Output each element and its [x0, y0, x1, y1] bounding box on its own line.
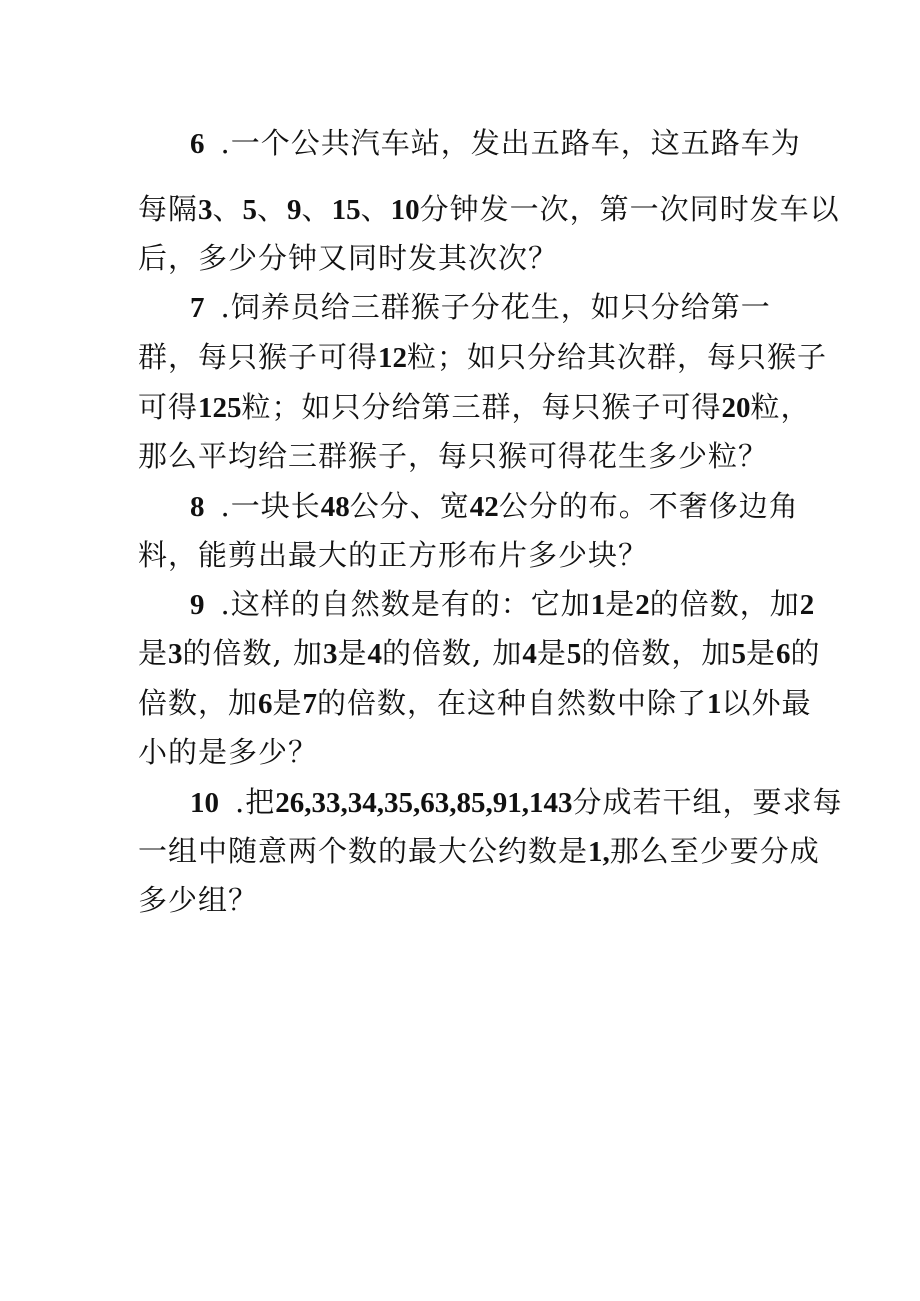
text-segment: 、 — [360, 192, 391, 226]
text-segment: 一组中随意两个数的最大公约数是 — [138, 834, 589, 868]
number-text: 3 — [322, 638, 338, 670]
number-text: 6 — [775, 638, 791, 670]
text-segment: 是 — [536, 636, 567, 670]
text-segment: .饲养员给三群猴子分花生，如只分给第一 — [220, 290, 771, 324]
problem-line — [138, 438, 768, 474]
text-segment: 公分的布。不奢侈边角 — [498, 489, 799, 523]
number-text: 6 — [258, 688, 273, 720]
text-segment: 公分、宽 — [349, 489, 470, 523]
problem-number: 10 — [190, 787, 219, 819]
problem-line — [138, 240, 558, 276]
problem-line — [190, 784, 842, 821]
text-segment: 是 — [337, 636, 368, 670]
text-segment: 倍数，加 — [138, 686, 259, 720]
problem-number: 9 — [190, 589, 205, 621]
number-text: 3 — [168, 638, 183, 670]
number-text: 7 — [302, 688, 318, 720]
problem-line — [138, 833, 820, 870]
text-segment: .一块长 — [220, 489, 321, 523]
text-segment: 以外最 — [721, 686, 812, 720]
number-text: 4 — [522, 638, 537, 670]
number-text: 1 — [707, 688, 722, 720]
number-text: 42 — [469, 491, 499, 523]
text-segment: 的倍数，加 — [649, 587, 800, 621]
problem-number: 8 — [190, 491, 205, 523]
text-segment: 、 — [212, 192, 243, 226]
problem-line — [190, 289, 771, 326]
text-segment: 的倍数，加 — [581, 636, 732, 670]
number-text: 3 — [198, 194, 213, 226]
number-text: 20 — [721, 392, 751, 424]
text-segment: 的 — [790, 636, 821, 670]
problem-line — [138, 635, 820, 672]
problem-line — [138, 882, 258, 918]
text-segment: 粒；如只分给其次群，每只猴子 — [407, 340, 828, 374]
problem-number: 6 — [190, 128, 205, 160]
text-segment: 分钟发一次，第一次同时发车以 — [419, 192, 840, 226]
text-segment: 的倍数, 加 — [381, 636, 523, 670]
text-segment: 那么平均给三群猴子，每只猴可得花生多少粒？ — [138, 439, 769, 473]
text-segment: 群，每只猴子可得 — [138, 340, 379, 374]
text-segment: 料，能剪出最大的正方形布片多少块？ — [138, 538, 649, 572]
number-text: 12 — [378, 342, 408, 374]
problem-line — [138, 389, 811, 426]
problem-line — [190, 125, 801, 162]
problem-line — [138, 191, 840, 228]
text-segment: 粒， — [750, 390, 811, 424]
text-segment: 那么至少要分成 — [609, 834, 820, 868]
number-text: 26,33,34,35,63,85,91,143 — [275, 787, 573, 819]
problem-line — [138, 685, 812, 722]
number-text: 1, — [588, 836, 610, 868]
number-text: 5 — [566, 638, 582, 670]
number-text: 15 — [331, 194, 361, 226]
problem-line — [138, 537, 648, 573]
text-segment: 后，多少分钟又同时发其次次？ — [138, 241, 559, 275]
problem-number: 7 — [190, 292, 205, 324]
text-segment: 多少组？ — [138, 883, 259, 917]
text-segment: 小的是多少？ — [138, 735, 319, 769]
text-segment: 是 — [138, 636, 169, 670]
number-text: 5 — [731, 638, 746, 670]
number-text: 48 — [320, 491, 350, 523]
number-text: 5 — [242, 194, 258, 226]
problem-line — [190, 586, 814, 623]
number-text: 2 — [635, 589, 650, 621]
text-segment: 是 — [605, 587, 636, 621]
text-segment: 每隔 — [138, 192, 199, 226]
text-segment: .把 — [235, 785, 276, 819]
text-segment: 可得 — [138, 390, 199, 424]
problem-line — [138, 339, 827, 376]
number-text: 125 — [198, 392, 242, 424]
text-segment: 粒；如只分给第三群，每只猴子可得 — [241, 390, 722, 424]
text-segment: 的倍数，在这种自然数中除了 — [317, 686, 708, 720]
problem-line — [138, 734, 318, 770]
text-segment: .一个公共汽车站，发出五路车，这五路车为 — [220, 126, 801, 160]
text-segment: 、 — [301, 192, 332, 226]
number-text: 10 — [390, 194, 420, 226]
text-segment: 、 — [257, 192, 288, 226]
text-segment: .这样的自然数是有的：它加 — [220, 587, 591, 621]
number-text: 4 — [367, 638, 382, 670]
problem-line — [190, 488, 799, 525]
text-segment: 的倍数, 加 — [182, 636, 323, 670]
text-segment: 分成若干组，要求每 — [572, 785, 843, 819]
number-text: 9 — [287, 194, 302, 226]
number-text: 1 — [590, 589, 606, 621]
number-text: 2 — [799, 589, 815, 621]
text-segment: 是 — [272, 686, 303, 720]
text-segment: 是 — [745, 636, 776, 670]
